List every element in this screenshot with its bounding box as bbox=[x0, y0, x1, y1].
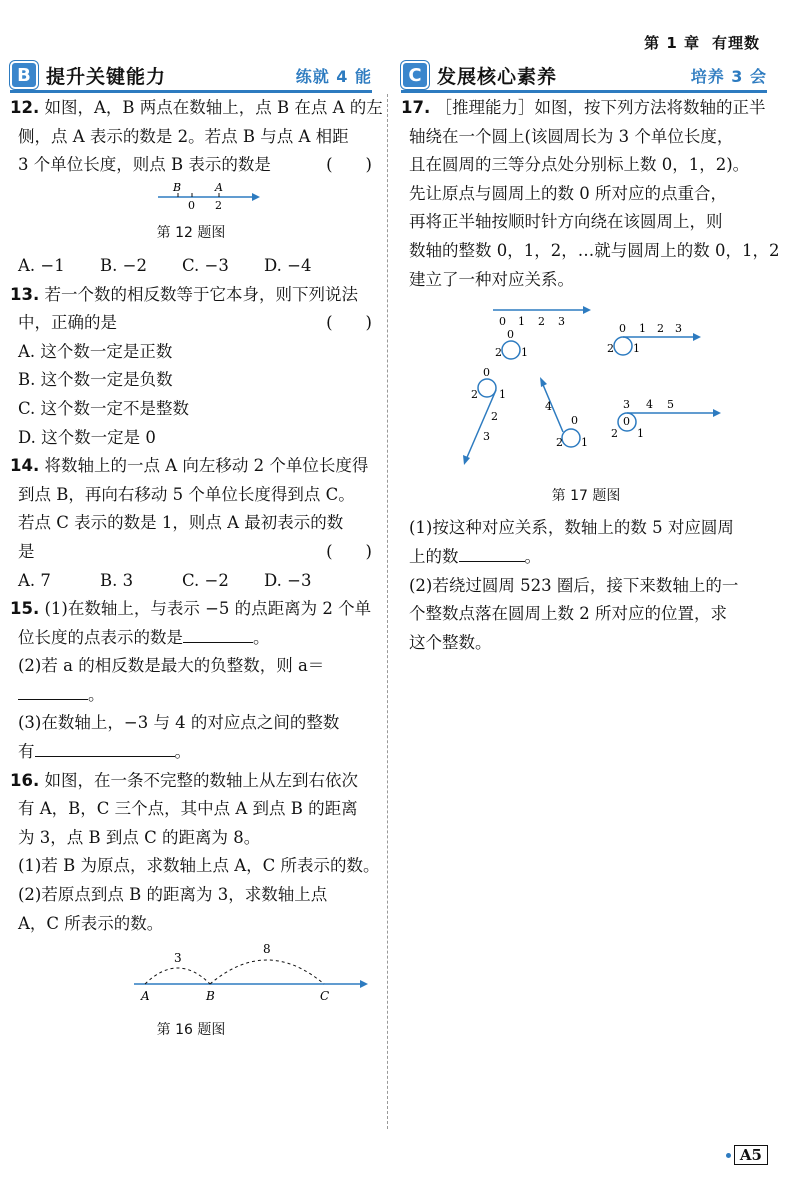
page-dot-icon bbox=[726, 1153, 731, 1158]
q17-part1-period: 。 bbox=[524, 546, 541, 566]
q16-line-2: 有 A，B，C 三个点，其中点 A 到点 B 的距离 bbox=[18, 799, 358, 819]
q17-part1-line-1: (1)按这种对应关系，数轴上的数 5 对应圆周 bbox=[409, 518, 734, 538]
q12-line-1: 如图，A，B 两点在数轴上，点 B 在点 A 的左 bbox=[44, 98, 383, 117]
q15-number: 15. bbox=[10, 599, 40, 619]
q17-part2-line-3: 这个整数。 bbox=[409, 632, 492, 652]
q16-axis-arrow bbox=[360, 980, 368, 988]
question-14 bbox=[10, 452, 372, 595]
q12-label-2: 2 bbox=[215, 198, 222, 210]
chapter-number: 第 1 章 bbox=[644, 34, 700, 52]
q16-part2-line-1: (2)若原点到点 B 的距离为 3，求数轴上点 bbox=[18, 885, 328, 905]
q12-caption: 第 12 题图 bbox=[156, 225, 226, 242]
q17-part1-blank[interactable] bbox=[459, 543, 525, 562]
q16-label-3: 3 bbox=[174, 951, 182, 966]
right-column bbox=[401, 94, 780, 657]
q12-option-b[interactable]: B. −2 bbox=[100, 255, 147, 275]
column-divider bbox=[387, 94, 388, 1129]
q17-line-5: 再将正半轴按顺时针方向绕在该圆周上，则 bbox=[409, 212, 723, 232]
q16-line-3: 为 3，点 B 到点 C 的距离为 8。 bbox=[18, 827, 261, 847]
section-c-bar bbox=[401, 60, 767, 93]
q16-label-B: B bbox=[206, 989, 215, 1004]
q17-line-3: 且在圆周的三等分点处分别标上数 0，1，2)。 bbox=[409, 155, 750, 175]
q15-part1-line-2: 位长度的点表示的数是 bbox=[18, 627, 183, 647]
q17-circle-3 bbox=[478, 379, 496, 397]
section-b-tag: 练就 4 能 bbox=[295, 66, 372, 86]
q12-axis-arrow bbox=[252, 193, 260, 201]
q17-circle-1 bbox=[502, 341, 520, 359]
q17-axis-straight-arrow bbox=[583, 306, 591, 314]
q15-part3-period: 。 bbox=[174, 742, 191, 762]
q16-label-C: C bbox=[320, 989, 330, 1004]
q12-label-A: A bbox=[215, 180, 223, 194]
q17-axis-3-arrow bbox=[463, 455, 470, 465]
q17-c2-0: 0 bbox=[619, 322, 626, 336]
q17-circle-4 bbox=[562, 429, 580, 447]
q16-number-line-figure bbox=[10, 944, 372, 1006]
q14-options bbox=[10, 567, 372, 596]
q16-label-A: A bbox=[141, 989, 150, 1004]
q14-line-4: 是 bbox=[18, 541, 35, 561]
q15-part1-blank[interactable] bbox=[183, 624, 253, 643]
q17-c5-5: 5 bbox=[667, 398, 674, 412]
q14-line-3: 若点 C 表示的数是 1，则点 A 最初表示的数 bbox=[18, 513, 344, 533]
question-17 bbox=[401, 94, 780, 657]
q17-c1-1: 1 bbox=[521, 346, 528, 360]
q17-c2-2: 2 bbox=[657, 322, 664, 336]
q13-number: 13. bbox=[10, 284, 40, 304]
q13-line-2: 中，正确的是 bbox=[18, 313, 117, 333]
section-b-bar bbox=[10, 60, 372, 93]
q15-part3-line-2: 有 bbox=[18, 742, 35, 762]
q14-line-1: 将数轴上的一点 A 向左移动 2 个单位长度得 bbox=[44, 456, 369, 476]
q15-part3-line-1: (3)在数轴上，−3 与 4 的对应点之间的整数 bbox=[18, 713, 340, 733]
q17-c1-0: 0 bbox=[507, 328, 514, 342]
q12-number: 12. bbox=[10, 98, 40, 117]
q15-part1-line-1: (1)在数轴上，与表示 −5 的点距离为 2 个单 bbox=[44, 599, 372, 619]
q17-part2-line-2: 个整数点落在圆周上数 2 所对应的位置，求 bbox=[409, 604, 727, 624]
q16-arc-ab bbox=[145, 968, 210, 984]
q17-line-1: ［推理能力］如图，按下列方法将数轴的正半 bbox=[435, 98, 766, 117]
q17-c5-3: 3 bbox=[623, 398, 630, 412]
section-c-title: 发展核心素养 bbox=[437, 65, 558, 88]
q17-s-2: 2 bbox=[538, 315, 545, 329]
q17-c4-1: 1 bbox=[581, 436, 588, 450]
q17-c5-4: 4 bbox=[646, 398, 653, 412]
q16-arc-bc bbox=[210, 960, 324, 984]
q15-part2-blank[interactable] bbox=[18, 681, 88, 700]
q12-option-c[interactable]: C. −3 bbox=[182, 255, 229, 275]
q14-option-b[interactable]: B. 3 bbox=[100, 570, 134, 590]
q17-wrapping-figure bbox=[401, 300, 771, 472]
question-13 bbox=[10, 281, 372, 453]
q13-option-c[interactable]: C. 这个数一定不是整数 bbox=[18, 398, 190, 418]
q14-number: 14. bbox=[10, 456, 40, 476]
q17-s-0: 0 bbox=[499, 315, 506, 329]
q17-line-4: 先让原点与圆周上的数 0 所对应的点重合， bbox=[409, 183, 727, 203]
q17-c2-2b: 2 bbox=[607, 342, 614, 356]
q12-answer-paren: ( ) bbox=[326, 155, 372, 175]
q17-c4-0: 0 bbox=[571, 414, 578, 428]
q17-part1-line-2: 上的数 bbox=[409, 546, 459, 566]
q12-option-d[interactable]: D. −4 bbox=[264, 255, 312, 275]
q16-line-1: 如图，在一条不完整的数轴上从左到右依次 bbox=[44, 770, 358, 790]
q13-option-b[interactable]: B. 这个数一定是负数 bbox=[18, 370, 173, 390]
q17-caption: 第 17 题图 bbox=[551, 487, 621, 504]
q14-answer-paren: ( ) bbox=[326, 541, 372, 561]
q17-c3-1: 1 bbox=[499, 388, 506, 402]
chapter-title: 有理数 bbox=[711, 34, 760, 52]
page-label: A5 bbox=[734, 1145, 768, 1165]
q17-c3-2b: 2 bbox=[491, 410, 498, 424]
q17-part2-line-1: (2)若绕过圆周 523 圈后，接下来数轴上的一 bbox=[409, 575, 739, 595]
q14-option-a[interactable]: A. 7 bbox=[18, 570, 51, 590]
q17-line-2: 轴绕在一个圆上(该圆周长为 3 个单位长度， bbox=[409, 126, 734, 146]
q12-option-a[interactable]: A. −1 bbox=[18, 255, 65, 275]
section-b-badge: B bbox=[10, 61, 38, 89]
question-15 bbox=[10, 595, 372, 767]
page-number bbox=[726, 1145, 768, 1165]
q15-part3-blank[interactable] bbox=[35, 738, 175, 757]
q17-line-7: 建立了一种对应关系。 bbox=[409, 269, 574, 289]
q14-line-2: 到点 B，再向右移动 5 个单位长度得到点 C。 bbox=[18, 484, 355, 504]
left-column bbox=[10, 94, 383, 1044]
question-16 bbox=[10, 767, 380, 1045]
q13-line-1: 若一个数的相反数等于它本身，则下列说法 bbox=[44, 284, 358, 304]
q17-s-1: 1 bbox=[518, 315, 525, 329]
q17-c5-2: 2 bbox=[611, 427, 618, 441]
q17-number: 17. bbox=[401, 98, 431, 117]
section-c-badge: C bbox=[401, 61, 429, 89]
q17-circle-2 bbox=[614, 337, 632, 355]
q12-label-B: B bbox=[173, 180, 182, 194]
q14-option-c[interactable]: C. −2 bbox=[182, 570, 229, 590]
q17-c5-1: 1 bbox=[637, 427, 644, 441]
q17-c2-1: 1 bbox=[639, 322, 646, 336]
q17-axis-4-arrow bbox=[540, 377, 547, 387]
q16-number: 16. bbox=[10, 770, 40, 790]
section-c-tag: 培养 3 会 bbox=[690, 66, 767, 86]
q17-c3-0: 0 bbox=[483, 366, 490, 380]
q12-label-0: 0 bbox=[188, 198, 195, 210]
q15-part2-period: 。 bbox=[88, 684, 105, 704]
q17-axis-5-arrow bbox=[713, 409, 721, 417]
q17-c4-4: 4 bbox=[545, 400, 552, 414]
q16-part2-line-2: A，C 所表示的数。 bbox=[18, 913, 164, 933]
q17-c2-1b: 1 bbox=[633, 342, 640, 356]
q16-label-8: 8 bbox=[263, 944, 271, 957]
q17-c4-2: 2 bbox=[556, 436, 563, 450]
q14-option-d[interactable]: D. −3 bbox=[264, 570, 312, 590]
q12-line-3: 3 个单位长度，则点 B 表示的数是 bbox=[18, 155, 271, 175]
q17-axis-3 bbox=[465, 390, 496, 462]
q17-line-6: 数轴的整数 0，1，2，…就与圆周上的数 0，1，2 bbox=[409, 240, 780, 260]
q13-answer-paren: ( ) bbox=[326, 313, 372, 333]
q17-s-3: 3 bbox=[558, 315, 565, 329]
q12-line-2: 侧，点 A 表示的数是 2。若点 B 与点 A 相距 bbox=[18, 126, 349, 146]
question-12 bbox=[10, 94, 383, 281]
q17-c2-3: 3 bbox=[675, 322, 682, 336]
q17-axis-2-arrow bbox=[693, 333, 701, 341]
q15-part1-period: 。 bbox=[253, 627, 270, 647]
q12-options bbox=[10, 252, 372, 281]
section-b-title: 提升关键能力 bbox=[46, 65, 167, 88]
chapter-header bbox=[644, 32, 760, 53]
q17-c1-2: 2 bbox=[495, 346, 502, 360]
q16-caption: 第 16 题图 bbox=[156, 1021, 226, 1038]
q13-option-a[interactable]: A. 这个数一定是正数 bbox=[18, 341, 173, 361]
q12-number-line-figure bbox=[10, 180, 372, 210]
q17-c3-2: 2 bbox=[471, 388, 478, 402]
q15-part2-line-1: (2)若 a 的相反数是最大的负整数，则 a＝ bbox=[18, 656, 325, 676]
q16-part1: (1)若 B 为原点，求数轴上点 A，C 所表示的数。 bbox=[18, 856, 380, 876]
q17-c5-0: 0 bbox=[623, 415, 630, 429]
q17-c3-3: 3 bbox=[483, 430, 490, 444]
q13-option-d[interactable]: D. 这个数一定是 0 bbox=[18, 427, 156, 447]
